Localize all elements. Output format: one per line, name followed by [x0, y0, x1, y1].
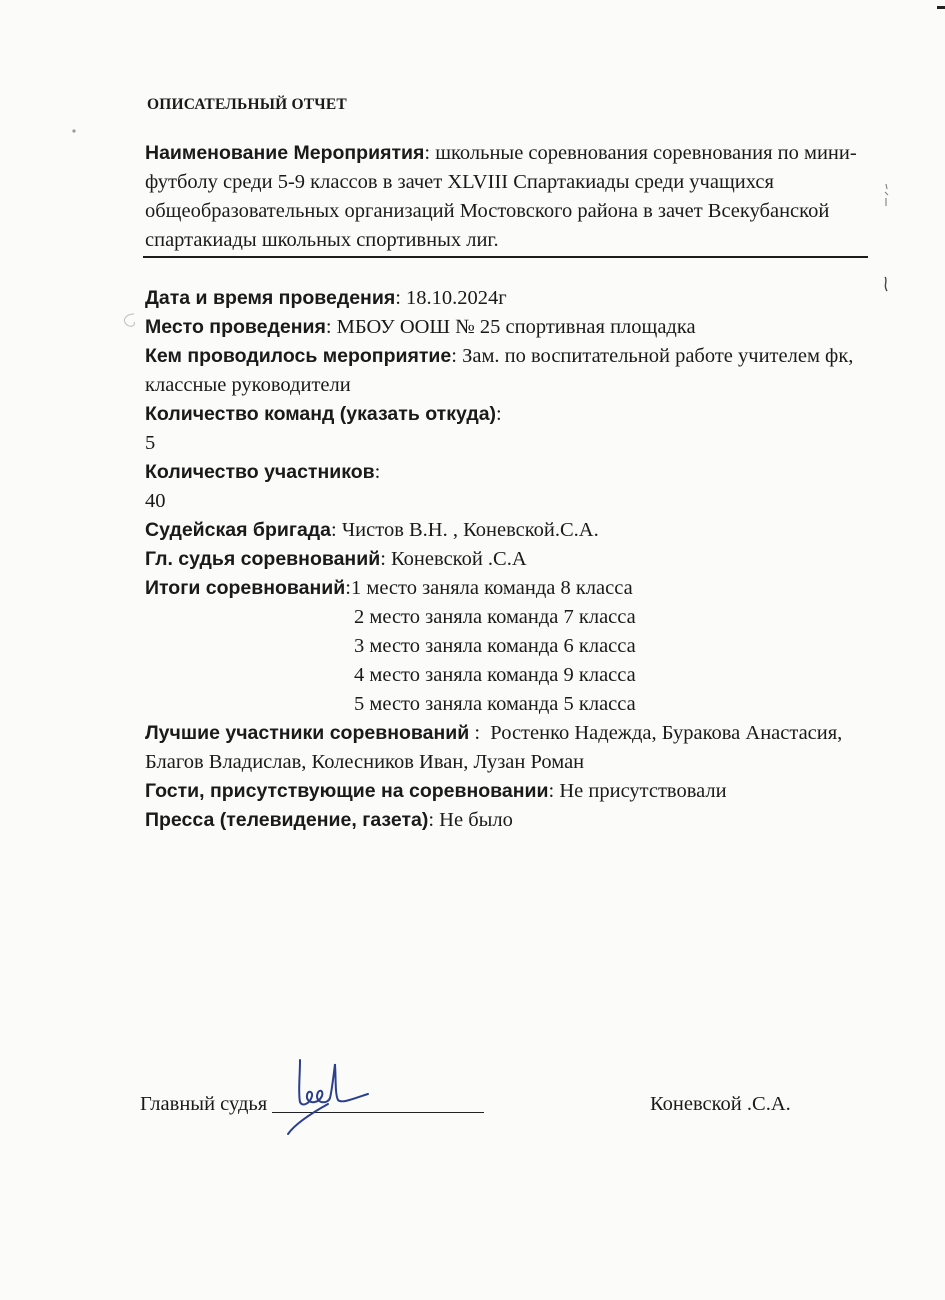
guests-label: Гости, присутствующие на соревновании [145, 780, 549, 802]
date-label: Дата и время проведения [145, 287, 396, 309]
signature-label: Главный судья [140, 1093, 268, 1115]
result-item: 1 место заняла команда 8 класса [350, 577, 633, 599]
organizer-label: Кем проводилось мероприятие [145, 345, 452, 367]
guests-row: Гости, присутствующие на соревновании: Не присутствовали [145, 780, 727, 802]
result-item: 2 место заняла команда 7 класса [354, 606, 636, 628]
teams-label: Количество команд (указать откуда) [145, 403, 497, 425]
teams-row: Количество команд (указать откуда): [145, 403, 502, 425]
chief-judge-row: Гл. судья соревнований: Коневской .С.А [145, 548, 527, 570]
scan-speck [118, 310, 140, 332]
place-row: Место проведения: МБОУ ООШ № 25 спортивная площадка [145, 316, 696, 338]
teams-value: 5 [145, 432, 156, 454]
participants-label: Количество участников [145, 461, 375, 483]
report-fields [145, 284, 865, 835]
guests-value: Не присутствовали [559, 780, 727, 802]
event-name-value: школьные соревнования соревнования по мини-футболу среди 5-9 классов в зачет XLVIII Спартакиады среди учащихся общеобразовательных организаций Мостовского района в зачет Всекубанской спартакиады школьных спортивных лиг. [145, 142, 857, 251]
best-value: Ростенко Надежда, Буракова Анастасия, Благов Владислав, Колесников Иван, Лузан Роман [145, 722, 843, 773]
press-label: Пресса (телевидение, газета) [145, 809, 429, 831]
result-item: 5 место заняла команда 5 класса [354, 693, 636, 715]
scan-edge-mark [935, 0, 945, 20]
place-label: Место проведения [145, 316, 326, 338]
results-label: Итоги соревнований [145, 577, 346, 599]
chief-judge-value: Коневской .С.А [391, 548, 527, 570]
organizer-value: Зам. по воспитательной работе учителем фк, классные руководители [145, 345, 854, 396]
result-item: 3 место заняла команда 6 класса [354, 635, 636, 657]
scan-speck [70, 126, 78, 136]
judges-row: Судейская бригада: Чистов В.Н. , Коневской.С.А. [145, 519, 599, 541]
participants-value: 40 [145, 490, 166, 512]
scan-speck [880, 182, 894, 212]
results-row: Итоги соревнований:1 место заняла команда 8 класса [145, 577, 633, 599]
date-value: 18.10.2024г [406, 287, 507, 309]
scan-speck [880, 275, 892, 293]
best-row: Лучшие участники соревнований : Ростенко Надежда, Буракова Анастасия, Благов Владислав, Колесников Иван, Лузан Роман [145, 722, 843, 773]
event-name-block: Наименование Мероприятия: школьные соревнования соревнования по мини-футболу среди 5-9 классов в зачет XLVIII Спартакиады среди учащихся общеобразовательных организаций Мостовского района в зачет Всекубанской спартакиады школьных спортивных лиг. [145, 142, 857, 251]
date-row: Дата и время проведения: 18.10.2024г [145, 287, 507, 309]
best-label: Лучшие участники соревнований [145, 722, 470, 744]
header-divider [143, 256, 868, 258]
result-item: 4 место заняла команда 9 класса [354, 664, 636, 686]
event-name-label: Наименование Мероприятия [145, 142, 425, 164]
place-value: МБОУ ООШ № 25 спортивная площадка [336, 316, 696, 338]
press-row: Пресса (телевидение, газета): Не было [145, 809, 513, 831]
participants-row: Количество участников: [145, 461, 381, 483]
signer-name: Коневской .С.А. [650, 1093, 791, 1115]
judges-label: Судейская бригада [145, 519, 332, 541]
handwritten-signature [280, 1052, 370, 1137]
organizer-row: Кем проводилось мероприятие: Зам. по воспитательной работе учителем фк, классные руководители [145, 345, 854, 396]
judges-value: Чистов В.Н. , Коневской.С.А. [341, 519, 599, 541]
press-value: Не было [439, 809, 513, 831]
document-title: ОПИСАТЕЛЬНЫЙ ОТЧЕТ [147, 96, 347, 113]
chief-judge-label: Гл. судья соревнований [145, 548, 381, 570]
